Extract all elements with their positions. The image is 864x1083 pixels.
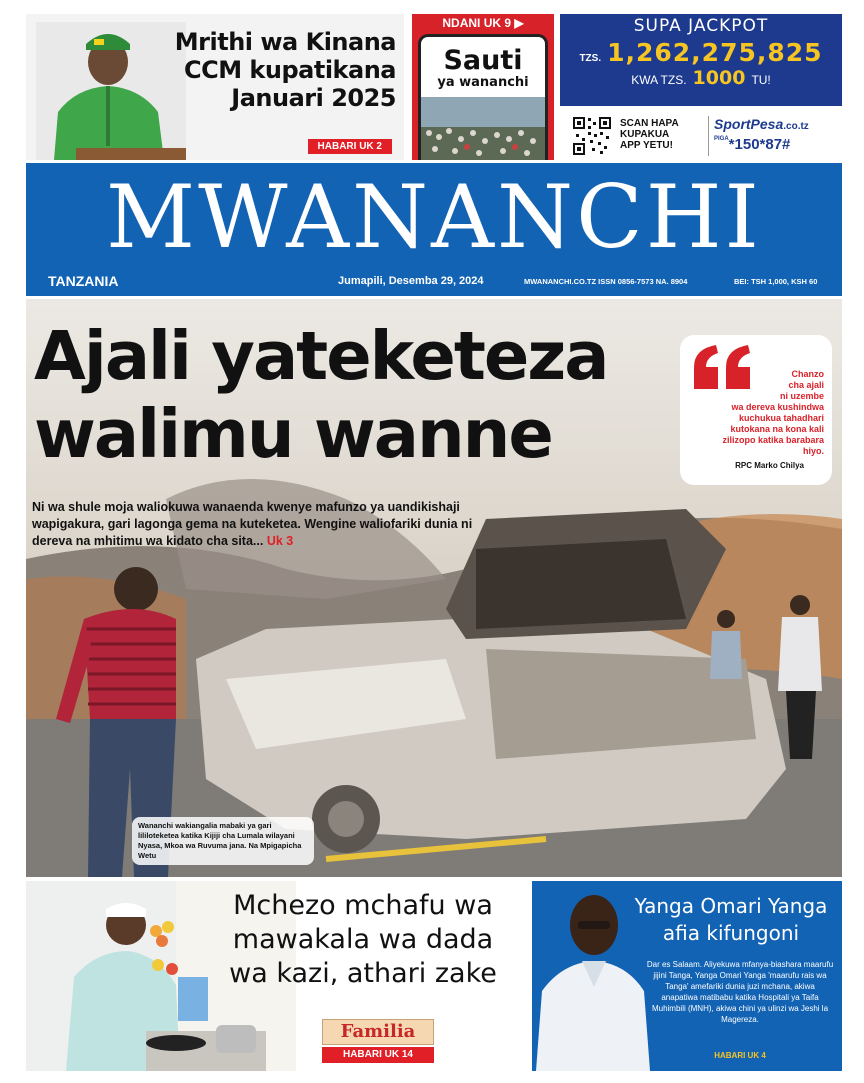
teaser-sauti[interactable] [412, 14, 554, 160]
quote-line: ni uzembe [779, 391, 824, 401]
sauti-subtitle: ya wananchi [437, 75, 529, 90]
lead-headline [34, 317, 694, 473]
jackpot-currency: TZS. [579, 53, 602, 64]
quote-line: wa dereva kushindwa [731, 402, 824, 412]
ussd-code [714, 136, 790, 153]
teaser-yanga[interactable] [532, 881, 842, 1071]
sportpesa-logo [714, 116, 809, 132]
familia-headline [208, 889, 518, 991]
headline-line: Yanga Omari Yanga [634, 894, 828, 918]
top-teaser-strip [26, 14, 842, 160]
sportpesa-domain: .co.tz [783, 121, 809, 132]
scan-text [620, 118, 679, 151]
page-ref-tag: HABARI UK 14 [322, 1047, 434, 1063]
quote-line: cha ajali [788, 380, 824, 390]
quote-line: zilizopo katika barabara [722, 435, 824, 445]
phone-frame [418, 34, 548, 160]
quote-line: kuchukua tahadhari [738, 413, 824, 423]
quote-line: Chanzo [791, 369, 824, 379]
headline-line: Mchezo mchafu wa [233, 890, 493, 921]
price-line: BEI: TSH 1,000, KSH 60 [734, 277, 818, 286]
headline-line: Mrithi wa Kinana [174, 28, 396, 56]
photo-caption: Wananchi wakiangalia mabaki ya gari lililoteketea katika Kijiji cha Lumala wilayani Nyasa, Mkoa wa Ruvuma jana. Na Mpigapicha Wetu [132, 817, 314, 865]
inside-page-ref: NDANI UK 9 ▶ [442, 16, 524, 30]
jackpot-stake: 1000 [692, 67, 746, 89]
quote-source: RPC Marko Chilya [735, 461, 804, 470]
page-ref-link[interactable]: HABARI UK 4 [714, 1051, 766, 1060]
ussd-prefix: PIGA [714, 136, 729, 142]
issue-date: Jumapili, Desemba 29, 2024 [338, 275, 484, 287]
jackpot-banner [560, 14, 842, 106]
newspaper-name: MWANANCHI [106, 166, 762, 268]
yanga-headline [624, 893, 838, 947]
headline-line: mawakala wa dada [232, 924, 494, 955]
page-ref-tag: HABARI UK 2 [308, 139, 392, 154]
jackpot-amount: 1,262,275,825 [607, 38, 823, 67]
headline-line: CCM kupatikana [183, 56, 396, 84]
sauti-title: Sauti [443, 45, 523, 76]
qr-code-icon[interactable] [572, 116, 612, 156]
scan-line: SCAN HAPA [620, 118, 679, 129]
masthead [26, 163, 842, 296]
headline-line: Januari 2025 [231, 84, 396, 112]
ussd-number: *150*87# [728, 136, 791, 153]
sportpesa-ad[interactable] [560, 14, 842, 160]
pull-quote [680, 335, 832, 485]
divider [708, 116, 709, 156]
standfirst-text: Ni wa shule moja waliokuwa wanaenda kwenye mafunzo ya uandikishaji wapigakura, gari lagonga gema na kuteketea. Wengine waliofariki dunia ni dereva na mhitimu wa kidato cha sita... [32, 500, 473, 548]
section-name: Familia [322, 1019, 434, 1045]
crowd-photo [421, 97, 545, 160]
headline-line: walimu wanne [34, 395, 552, 473]
sportpesa-brand: SportPesa [714, 116, 784, 132]
lead-standfirst [32, 499, 484, 550]
lead-story[interactable] [26, 299, 842, 877]
jackpot-stake-suffix: TU! [751, 73, 771, 87]
app-download-row [560, 112, 842, 160]
headline-line: Ajali yateketeza [34, 317, 608, 395]
jackpot-stake-label: KWA TZS. [631, 73, 687, 87]
page-ref-link[interactable]: Uk 3 [266, 534, 294, 548]
teaser-familia[interactable] [26, 881, 524, 1071]
headline-line: afia kifungoni [662, 921, 800, 945]
issn-line: MWANANCHI.CO.TZ ISSN 0856-7573 NA. 8904 [524, 277, 688, 286]
jackpot-title: SUPA JACKPOT [633, 16, 769, 36]
headline-line: wa kazi, athari zake [229, 958, 497, 989]
teaser-ccm-headline [164, 28, 396, 112]
quote-text [692, 369, 824, 457]
familia-section-badge [322, 1019, 434, 1063]
scan-line: KUPAKUA [620, 129, 670, 140]
teaser-ccm[interactable] [26, 14, 404, 160]
yanga-summary: Dar es Salaam. Aliyekuwa mfanya-biashara maarufu jijini Tanga, Yanga Omari Yanga 'maarufu rais wa Tanga' amefariki dunia juzi mchana, akiwa anapatiwa matibabu katika Hospitali ya Taifa Muhimbili (MNH), akiwa chini ya ulinzi wa Jeshi la Magereza. [646, 960, 834, 1024]
quote-line: kutokana na kona kali [730, 424, 824, 434]
edition-country: TANZANIA [48, 273, 119, 289]
scan-line: APP YETU! [620, 140, 673, 151]
quote-line: hiyo. [802, 446, 824, 456]
